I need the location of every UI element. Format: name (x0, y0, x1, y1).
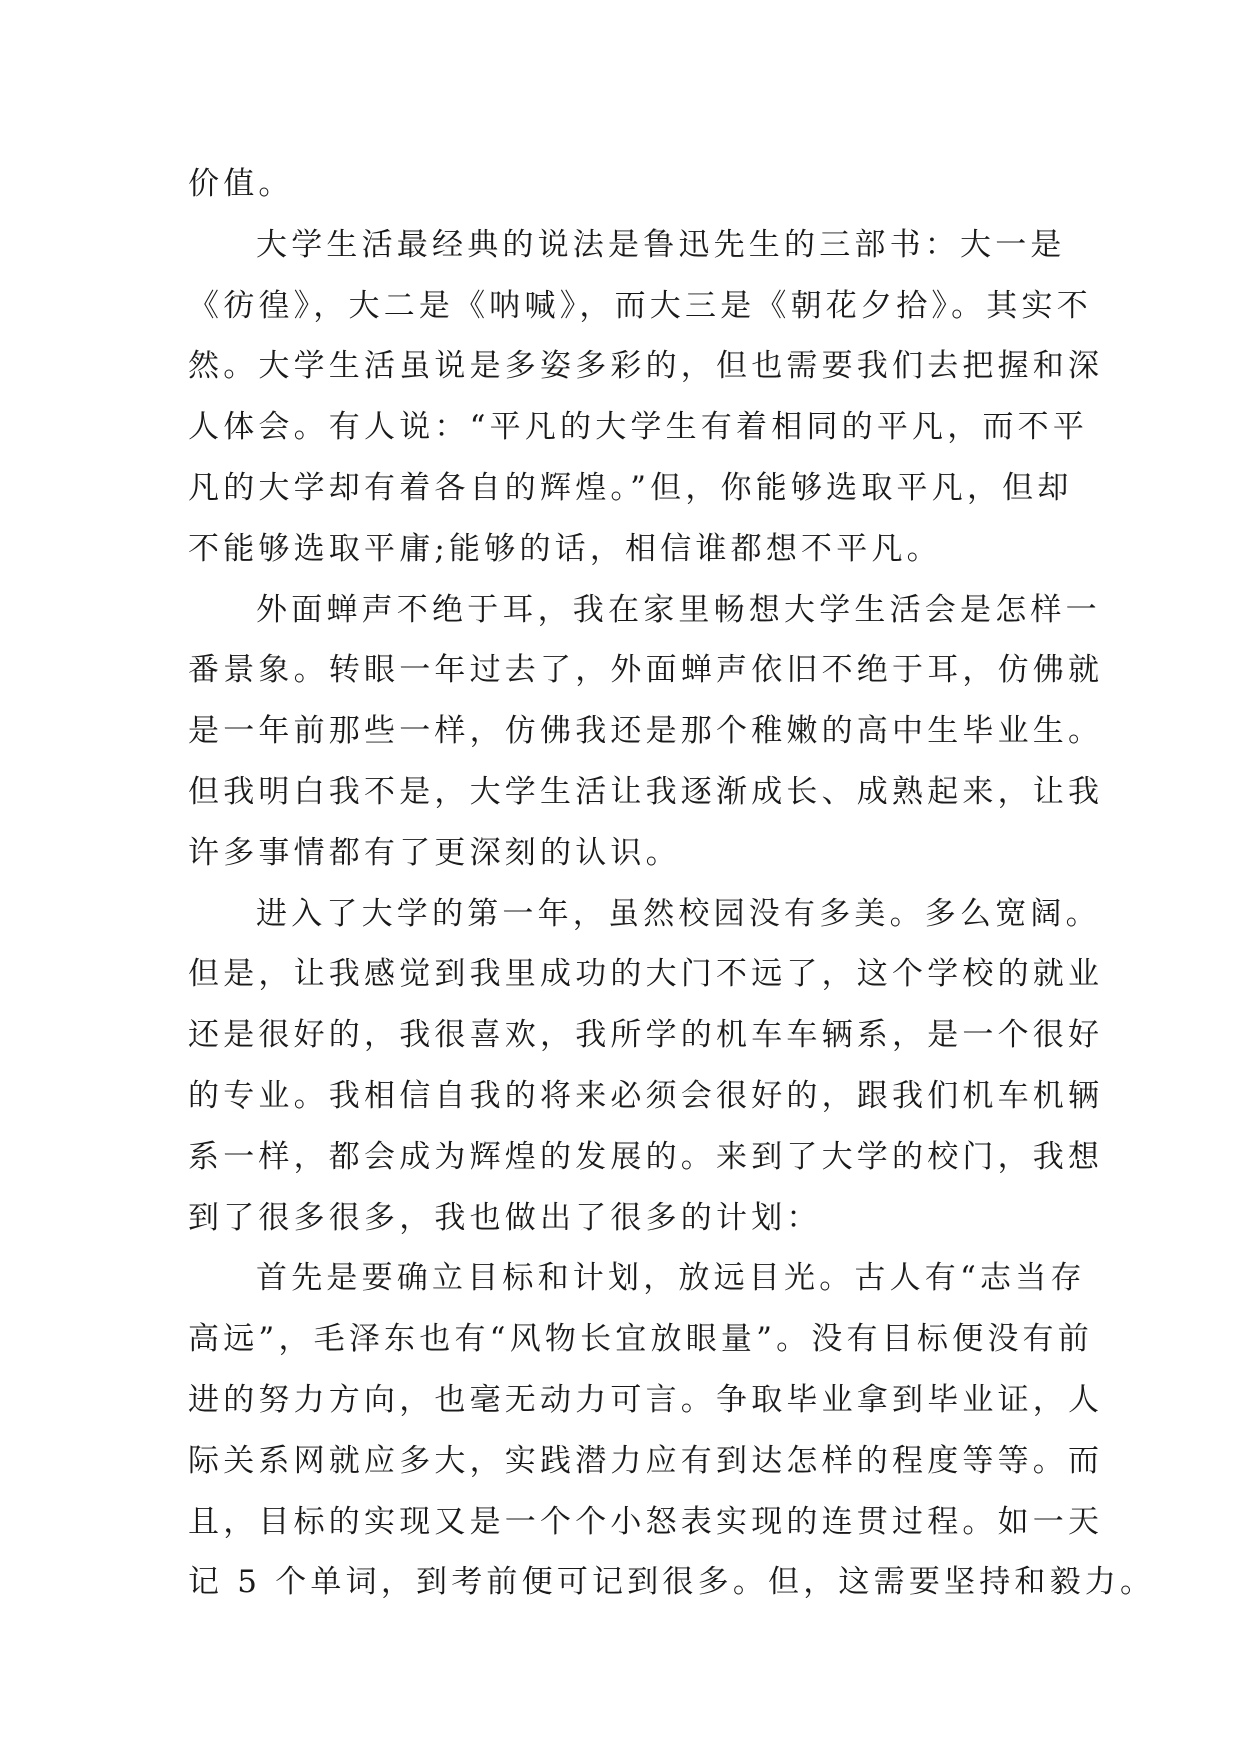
text-line: 许多事情都有了更深刻的认识。 (188, 834, 681, 871)
text-line: 记 5 个单词，到考前便可记到很多。但，这需要坚持和毅力。 (188, 1564, 1156, 1601)
text-line: 但我明白我不是，大学生活让我逐渐成长、成熟起来，让我 (188, 773, 1104, 810)
text-line: 系一样，都会成为辉煌的发展的。来到了大学的校门，我想 (188, 1138, 1104, 1175)
body-text (188, 154, 1156, 1613)
text-line: 《彷徨》，大二是《呐喊》，而大三是《朝花夕拾》。其实不 (188, 287, 1092, 324)
text-line: 且，目标的实现又是一个个小怒表实现的连贯过程。如一天 (188, 1503, 1104, 1540)
paragraph-first-line: 外面蝉声不绝于耳，我在家里畅想大学生活会是怎样一 (256, 591, 1101, 628)
text-line: 价值。 (188, 166, 294, 202)
text-line: 然。大学生活虽说是多姿多彩的，但也需要我们去把握和深 (188, 348, 1104, 385)
text-line: 人体会。有人说：“平凡的大学生有着相同的平凡，而不平 (188, 409, 1089, 446)
paragraph-first-line: 大学生活最经典的说法是鲁迅先生的三部书：大一是 (256, 226, 1066, 263)
text-line: 是一年前那些一样，仿佛我还是那个稚嫩的高中生毕业生。 (188, 713, 1104, 750)
text-line: 高远”，毛泽东也有“风物长宜放眼量”。没有目标便没有前 (188, 1321, 1093, 1358)
text-line: 到了很多很多，我也做出了很多的计划： (188, 1199, 822, 1236)
paragraph-first-line: 首先是要确立目标和计划，放远目光。古人有“志当存 (256, 1260, 1086, 1297)
text-line: 凡的大学却有着各自的辉煌。”但，你能够选取平凡，但却 (188, 469, 1073, 506)
paragraph-first-line: 进入了大学的第一年，虽然校园没有多美。多么宽阔。 (256, 895, 1101, 932)
text-line: 不能够选取平庸;能够的话，相信谁都想不平凡。 (188, 530, 942, 567)
text-line: 还是很好的，我很喜欢，我所学的机车车辆系，是一个很好 (188, 1017, 1104, 1054)
text-line: 际关系网就应多大，实践潜力应有到达怎样的程度等等。而 (188, 1442, 1104, 1479)
text-line: 番景象。转眼一年过去了，外面蝉声依旧不绝于耳，仿佛就 (188, 652, 1104, 689)
text-line: 进的努力方向，也毫无动力可言。争取毕业拿到毕业证，人 (188, 1381, 1104, 1418)
text-line: 但是，让我感觉到我里成功的大门不远了，这个学校的就业 (188, 956, 1104, 993)
text-line: 的专业。我相信自我的将来必须会很好的，跟我们机车机辆 (188, 1077, 1104, 1114)
